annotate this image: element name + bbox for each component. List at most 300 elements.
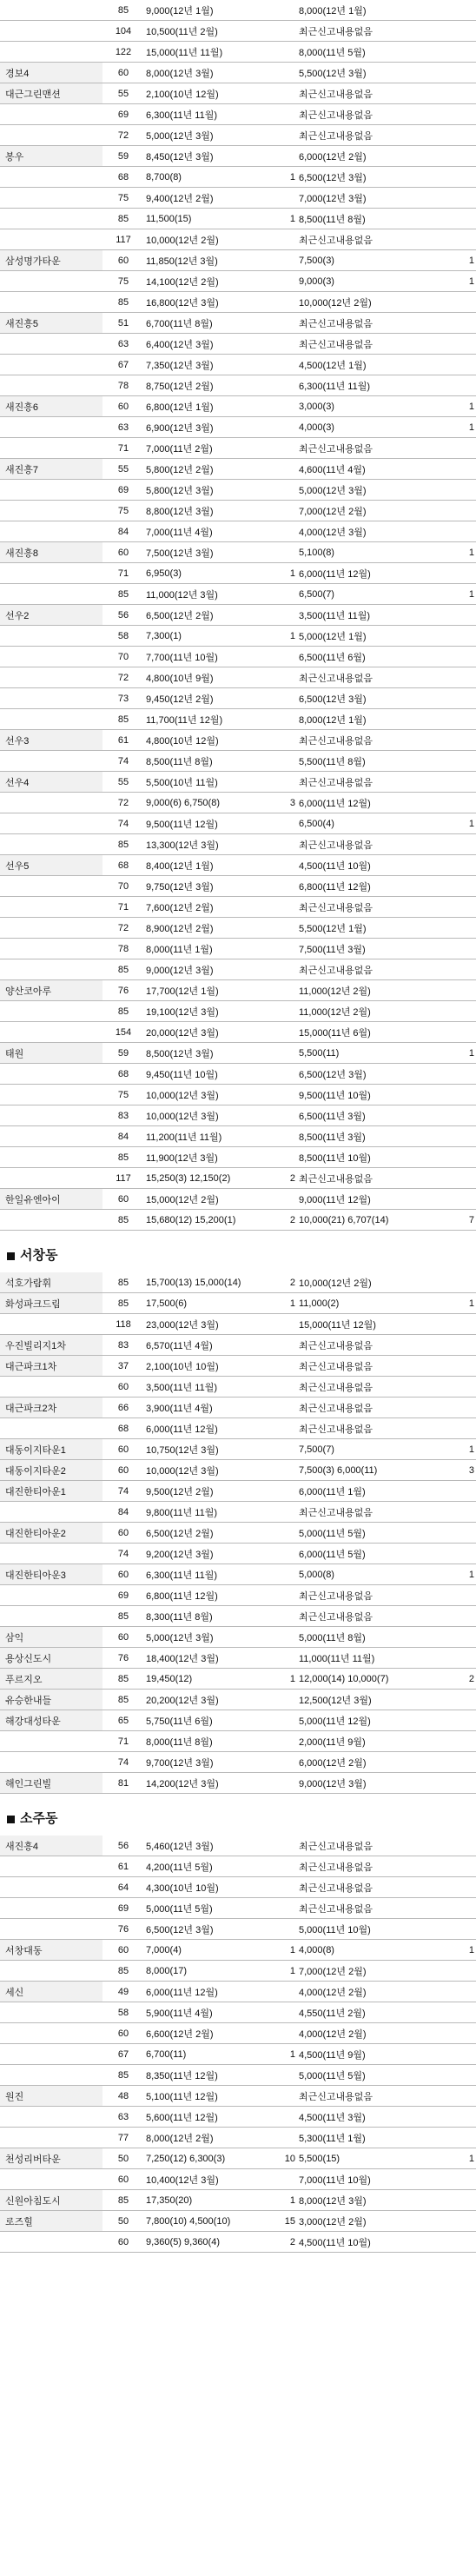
sale-price: 9,000(12년 3월)	[144, 959, 278, 980]
jeonse-count	[457, 855, 476, 876]
table-row	[0, 1272, 476, 1293]
jeonse-price: 6,500(12년 3월)	[297, 688, 457, 709]
sale-count	[278, 1898, 297, 1919]
jeonse-price: 4,500(12년 1월)	[297, 355, 457, 375]
sale-count: 1	[278, 1293, 297, 1314]
area-m2: 50	[102, 2211, 144, 2232]
sale-price: 14,100(12년 2월)	[144, 271, 278, 292]
jeonse-count	[457, 876, 476, 897]
sale-price: 10,000(12년 3월)	[144, 1460, 278, 1481]
jeonse-price: 11,000(12년 2월)	[297, 980, 457, 1001]
sale-price: 10,500(11년 2월)	[144, 21, 278, 42]
area-m2: 85	[102, 1606, 144, 1627]
complex-name: 선우3	[0, 730, 102, 751]
jeonse-count	[457, 730, 476, 751]
sale-price: 5,800(12년 3월)	[144, 480, 278, 501]
section-seochang	[0, 1239, 474, 1794]
sale-price: 7,800(10) 4,500(10)	[144, 2211, 278, 2232]
jeonse-price: 5,000(12년 1월)	[297, 626, 457, 647]
jeonse-count	[457, 1001, 476, 1022]
complex-name	[0, 1085, 102, 1105]
sale-price: 4,800(10년 9월)	[144, 667, 278, 688]
jeonse-count	[457, 21, 476, 42]
complex-name: 우진빌리지1차	[0, 1335, 102, 1356]
jeonse-price: 최근신고내용없음	[297, 1377, 457, 1398]
table-row	[0, 2211, 476, 2232]
table-row	[0, 1544, 476, 1564]
table-row	[0, 1773, 476, 1794]
sale-count	[278, 1710, 297, 1731]
sale-price: 10,400(12년 3월)	[144, 2169, 278, 2190]
sale-price: 7,600(12년 2월)	[144, 897, 278, 918]
jeonse-count	[457, 897, 476, 918]
table-row	[0, 1648, 476, 1669]
sale-price: 8,300(11년 8월)	[144, 1606, 278, 1627]
table-row	[0, 1502, 476, 1523]
sale-count	[278, 2086, 297, 2107]
complex-name	[0, 751, 102, 772]
jeonse-price: 9,000(11년 12월)	[297, 1189, 457, 1210]
sale-count	[278, 146, 297, 167]
sale-count	[278, 375, 297, 396]
jeonse-price: 7,500(3) 6,000(11)	[297, 1460, 457, 1481]
jeonse-price: 5,500(12년 1월)	[297, 918, 457, 939]
jeonse-count	[457, 2211, 476, 2232]
table-row	[0, 459, 476, 480]
jeonse-price: 5,000(12년 3월)	[297, 480, 457, 501]
jeonse-price: 최근신고내용없음	[297, 1168, 457, 1189]
jeonse-price: 4,500(11년 9월)	[297, 2044, 457, 2065]
sale-price: 5,750(11년 6월)	[144, 1710, 278, 1731]
jeonse-count	[457, 1105, 476, 1126]
sale-price: 6,600(12년 2월)	[144, 2023, 278, 2044]
jeonse-price: 3,000(3)	[297, 396, 457, 417]
jeonse-price: 최근신고내용없음	[297, 438, 457, 459]
table-row	[0, 939, 476, 959]
area-m2: 85	[102, 1961, 144, 1982]
complex-name	[0, 1585, 102, 1606]
jeonse-count	[457, 2044, 476, 2065]
complex-name	[0, 1898, 102, 1919]
sale-count	[278, 1418, 297, 1439]
jeonse-price: 최근신고내용없음	[297, 1502, 457, 1523]
area-m2: 60	[102, 2169, 144, 2190]
sale-price: 11,850(12년 3월)	[144, 250, 278, 271]
complex-name	[0, 0, 102, 21]
sale-price: 6,400(12년 3월)	[144, 334, 278, 355]
sale-price: 8,000(12년 2월)	[144, 2128, 278, 2148]
complex-name	[0, 939, 102, 959]
jeonse-count: 1	[457, 813, 476, 834]
sale-count	[278, 104, 297, 125]
table-row	[0, 1690, 476, 1710]
complex-name	[0, 1731, 102, 1752]
sale-count	[278, 1105, 297, 1126]
sale-price: 17,350(20)	[144, 2190, 278, 2211]
sale-count: 1	[278, 626, 297, 647]
table-row	[0, 1147, 476, 1168]
sale-price: 11,000(12년 3월)	[144, 584, 278, 605]
table-row	[0, 417, 476, 438]
sale-price: 5,600(11년 12월)	[144, 2107, 278, 2128]
jeonse-count	[457, 1710, 476, 1731]
jeonse-count	[457, 375, 476, 396]
jeonse-price: 11,000(12년 2월)	[297, 1001, 457, 1022]
complex-name	[0, 1210, 102, 1231]
jeonse-price: 7,500(7)	[297, 1439, 457, 1460]
table-row	[0, 2232, 476, 2253]
area-m2: 72	[102, 793, 144, 813]
jeonse-price: 6,000(11년 1월)	[297, 1481, 457, 1502]
sale-price: 7,000(11년 2월)	[144, 438, 278, 459]
table-row	[0, 1418, 476, 1439]
area-m2: 85	[102, 1001, 144, 1022]
complex-name: 대동이지타운1	[0, 1439, 102, 1460]
sale-price: 6,500(12년 2월)	[144, 605, 278, 626]
area-m2: 85	[102, 0, 144, 21]
complex-name	[0, 2065, 102, 2086]
area-m2: 84	[102, 521, 144, 542]
sale-count	[278, 1460, 297, 1481]
jeonse-count	[457, 1335, 476, 1356]
area-m2: 70	[102, 647, 144, 667]
sale-price: 9,000(12년 1월)	[144, 0, 278, 21]
jeonse-price: 10,000(12년 2월)	[297, 1272, 457, 1293]
sale-count	[278, 1690, 297, 1710]
area-m2: 68	[102, 167, 144, 188]
complex-name	[0, 229, 102, 250]
complex-name: 천성리버타운	[0, 2148, 102, 2169]
complex-name	[0, 167, 102, 188]
sale-count: 1	[278, 2044, 297, 2065]
area-m2: 55	[102, 83, 144, 104]
jeonse-count	[457, 647, 476, 667]
complex-name	[0, 125, 102, 146]
area-m2: 78	[102, 375, 144, 396]
sale-count	[278, 1982, 297, 2002]
table-row	[0, 396, 476, 417]
complex-name	[0, 688, 102, 709]
complex-name: 양산코아루	[0, 980, 102, 1001]
jeonse-count	[457, 1982, 476, 2002]
jeonse-count: 1	[457, 1043, 476, 1064]
sale-count	[278, 813, 297, 834]
sale-price: 14,200(12년 3월)	[144, 1773, 278, 1794]
sale-count	[278, 250, 297, 271]
sale-count	[278, 1856, 297, 1877]
complex-name: 새진흥4	[0, 1836, 102, 1856]
table-row	[0, 313, 476, 334]
jeonse-count	[457, 1898, 476, 1919]
complex-name	[0, 1961, 102, 1982]
sale-count	[278, 1085, 297, 1105]
jeonse-count	[457, 1377, 476, 1398]
complex-name: 유승한내들	[0, 1690, 102, 1710]
table-row	[0, 1314, 476, 1335]
sale-count	[278, 584, 297, 605]
area-m2: 85	[102, 1669, 144, 1690]
area-m2: 122	[102, 42, 144, 63]
area-m2: 104	[102, 21, 144, 42]
table-row	[0, 2065, 476, 2086]
complex-name	[0, 1001, 102, 1022]
complex-name	[0, 793, 102, 813]
area-m2: 55	[102, 772, 144, 793]
jeonse-price: 최근신고내용없음	[297, 21, 457, 42]
jeonse-price: 5,000(8)	[297, 1564, 457, 1585]
jeonse-count: 1	[457, 1940, 476, 1961]
sale-price: 6,700(11)	[144, 2044, 278, 2065]
area-m2: 55	[102, 459, 144, 480]
sale-price: 7,000(11년 4월)	[144, 521, 278, 542]
table-row	[0, 1085, 476, 1105]
complex-name	[0, 355, 102, 375]
sale-price: 10,750(12년 3월)	[144, 1439, 278, 1460]
complex-name: 대진한티아운2	[0, 1523, 102, 1544]
section-header: 서창동	[0, 1239, 449, 1272]
area-m2: 56	[102, 605, 144, 626]
area-m2: 85	[102, 1272, 144, 1293]
sale-price: 23,000(12년 3월)	[144, 1314, 278, 1335]
jeonse-count	[457, 1961, 476, 1982]
complex-name: 대동이지타운2	[0, 1460, 102, 1481]
area-m2: 74	[102, 1544, 144, 1564]
complex-name	[0, 1314, 102, 1335]
sale-count	[278, 1377, 297, 1398]
area-m2: 70	[102, 876, 144, 897]
table-row	[0, 1961, 476, 1982]
jeonse-price: 10,000(21) 6,707(14)	[297, 1210, 457, 1231]
table-row	[0, 1669, 476, 1690]
sale-count	[278, 438, 297, 459]
jeonse-price: 8,000(12년 1월)	[297, 709, 457, 730]
complex-name	[0, 501, 102, 521]
table-row	[0, 2190, 476, 2211]
sale-count	[278, 709, 297, 730]
complex-name: 새진흥5	[0, 313, 102, 334]
area-m2: 71	[102, 438, 144, 459]
area-m2: 118	[102, 1314, 144, 1335]
table-row	[0, 1982, 476, 2002]
jeonse-count	[457, 1168, 476, 1189]
sale-price: 20,200(12년 3월)	[144, 1690, 278, 1710]
sale-count: 1	[278, 1669, 297, 1690]
sale-count	[278, 396, 297, 417]
complex-name	[0, 21, 102, 42]
table-row	[0, 229, 476, 250]
sale-price: 5,500(10년 11월)	[144, 772, 278, 793]
jeonse-price: 4,000(12년 2월)	[297, 2023, 457, 2044]
jeonse-count	[457, 1418, 476, 1439]
jeonse-price: 6,500(12년 3월)	[297, 1064, 457, 1085]
area-m2: 85	[102, 1147, 144, 1168]
complex-name: 석호가람휘	[0, 1272, 102, 1293]
jeonse-price: 5,000(11년 5월)	[297, 1523, 457, 1544]
jeonse-price: 8,500(11년 10월)	[297, 1147, 457, 1168]
table-row	[0, 1189, 476, 1210]
area-m2: 85	[102, 1293, 144, 1314]
complex-name: 대진한티아운1	[0, 1481, 102, 1502]
table-row	[0, 188, 476, 209]
sale-count	[278, 292, 297, 313]
area-m2: 154	[102, 1022, 144, 1043]
area-m2: 60	[102, 396, 144, 417]
jeonse-count	[457, 501, 476, 521]
table-row	[0, 563, 476, 584]
table-row	[0, 1335, 476, 1356]
complex-name: 서창대동	[0, 1940, 102, 1961]
area-m2: 85	[102, 1690, 144, 1710]
sale-count	[278, 2023, 297, 2044]
sale-price: 7,300(1)	[144, 626, 278, 647]
jeonse-price: 최근신고내용없음	[297, 959, 457, 980]
jeonse-price: 최근신고내용없음	[297, 897, 457, 918]
area-m2: 74	[102, 751, 144, 772]
sale-price: 9,400(12년 2월)	[144, 188, 278, 209]
sale-count	[278, 2128, 297, 2148]
jeonse-price: 11,000(2)	[297, 1293, 457, 1314]
section2-table	[0, 1272, 476, 1794]
complex-name	[0, 1022, 102, 1043]
jeonse-price: 최근신고내용없음	[297, 1856, 457, 1877]
jeonse-count: 1	[457, 1564, 476, 1585]
sale-price: 8,450(12년 3월)	[144, 146, 278, 167]
sale-price: 4,300(10년 10월)	[144, 1877, 278, 1898]
area-m2: 58	[102, 2002, 144, 2023]
complex-name	[0, 42, 102, 63]
table-row	[0, 855, 476, 876]
sale-price: 15,700(13) 15,000(14)	[144, 1272, 278, 1293]
sale-count: 2	[278, 1168, 297, 1189]
jeonse-price: 7,000(12년 2월)	[297, 501, 457, 521]
jeonse-count	[457, 438, 476, 459]
table-row	[0, 1481, 476, 1502]
jeonse-price: 4,500(11년 3월)	[297, 2107, 457, 2128]
sale-count	[278, 2002, 297, 2023]
jeonse-price: 7,000(12년 2월)	[297, 1961, 457, 1982]
jeonse-count	[457, 1314, 476, 1335]
jeonse-count	[457, 1481, 476, 1502]
jeonse-count	[457, 0, 476, 21]
jeonse-price: 6,000(12년 2월)	[297, 146, 457, 167]
table-row	[0, 897, 476, 918]
complex-name: 신원아침도시	[0, 2190, 102, 2211]
table-row	[0, 1856, 476, 1877]
jeonse-count: 3	[457, 1460, 476, 1481]
complex-name	[0, 959, 102, 980]
jeonse-count: 7	[457, 1210, 476, 1231]
sale-count	[278, 2107, 297, 2128]
complex-name: 화성파크드림	[0, 1293, 102, 1314]
area-m2: 60	[102, 1439, 144, 1460]
complex-name	[0, 834, 102, 855]
sale-count	[278, 1648, 297, 1669]
sale-price: 5,900(11년 4월)	[144, 2002, 278, 2023]
sale-count: 2	[278, 1272, 297, 1293]
jeonse-price: 최근신고내용없음	[297, 1335, 457, 1356]
sale-count	[278, 1189, 297, 1210]
jeonse-price: 최근신고내용없음	[297, 229, 457, 250]
jeonse-price: 최근신고내용없음	[297, 313, 457, 334]
area-m2: 63	[102, 417, 144, 438]
complex-name	[0, 2232, 102, 2253]
jeonse-price: 15,000(11년 6월)	[297, 1022, 457, 1043]
jeonse-count	[457, 1502, 476, 1523]
area-m2: 67	[102, 355, 144, 375]
sale-count	[278, 1043, 297, 1064]
area-m2: 85	[102, 209, 144, 229]
jeonse-price: 최근신고내용없음	[297, 1398, 457, 1418]
sale-price: 7,250(12) 6,300(3)	[144, 2148, 278, 2169]
jeonse-count	[457, 480, 476, 501]
table-row	[0, 125, 476, 146]
jeonse-count	[457, 1272, 476, 1293]
sale-count	[278, 1544, 297, 1564]
sale-count	[278, 959, 297, 980]
table-row	[0, 730, 476, 751]
jeonse-count	[457, 334, 476, 355]
sale-count	[278, 918, 297, 939]
table-row	[0, 1064, 476, 1085]
table-row	[0, 793, 476, 813]
sale-count	[278, 834, 297, 855]
sale-price: 8,900(12년 2월)	[144, 918, 278, 939]
sale-count	[278, 521, 297, 542]
sale-count	[278, 1064, 297, 1085]
sale-count	[278, 313, 297, 334]
sale-price: 7,500(12년 3월)	[144, 542, 278, 563]
sale-count: 3	[278, 793, 297, 813]
sale-count	[278, 542, 297, 563]
complex-name	[0, 1752, 102, 1773]
complex-name: 선우4	[0, 772, 102, 793]
sale-price: 5,000(11년 5월)	[144, 1898, 278, 1919]
jeonse-price: 9,000(3)	[297, 271, 457, 292]
table-row	[0, 1356, 476, 1377]
sale-price: 6,000(11년 12월)	[144, 1418, 278, 1439]
area-m2: 71	[102, 897, 144, 918]
jeonse-count	[457, 688, 476, 709]
sale-count	[278, 1877, 297, 1898]
area-m2: 68	[102, 1064, 144, 1085]
jeonse-count	[457, 1856, 476, 1877]
complex-name	[0, 1502, 102, 1523]
sale-count: 2	[278, 1210, 297, 1231]
jeonse-price: 최근신고내용없음	[297, 125, 457, 146]
jeonse-count	[457, 1544, 476, 1564]
table-row	[0, 959, 476, 980]
jeonse-price: 6,000(12년 2월)	[297, 1752, 457, 1773]
sale-count	[278, 647, 297, 667]
area-m2: 74	[102, 1481, 144, 1502]
area-m2: 76	[102, 1919, 144, 1940]
sale-count	[278, 1335, 297, 1356]
jeonse-price: 5,100(8)	[297, 542, 457, 563]
table-row	[0, 1043, 476, 1064]
complex-name	[0, 667, 102, 688]
jeonse-count	[457, 1836, 476, 1856]
sale-count	[278, 480, 297, 501]
table-row	[0, 1398, 476, 1418]
table-row	[0, 1523, 476, 1544]
table-row	[0, 292, 476, 313]
jeonse-price: 5,300(11년 1월)	[297, 2128, 457, 2148]
sale-count	[278, 2169, 297, 2190]
sale-price: 6,500(12년 2월)	[144, 1523, 278, 1544]
sale-count: 2	[278, 2232, 297, 2253]
sale-price: 8,500(11년 8월)	[144, 751, 278, 772]
jeonse-price: 5,000(11년 12월)	[297, 1710, 457, 1731]
